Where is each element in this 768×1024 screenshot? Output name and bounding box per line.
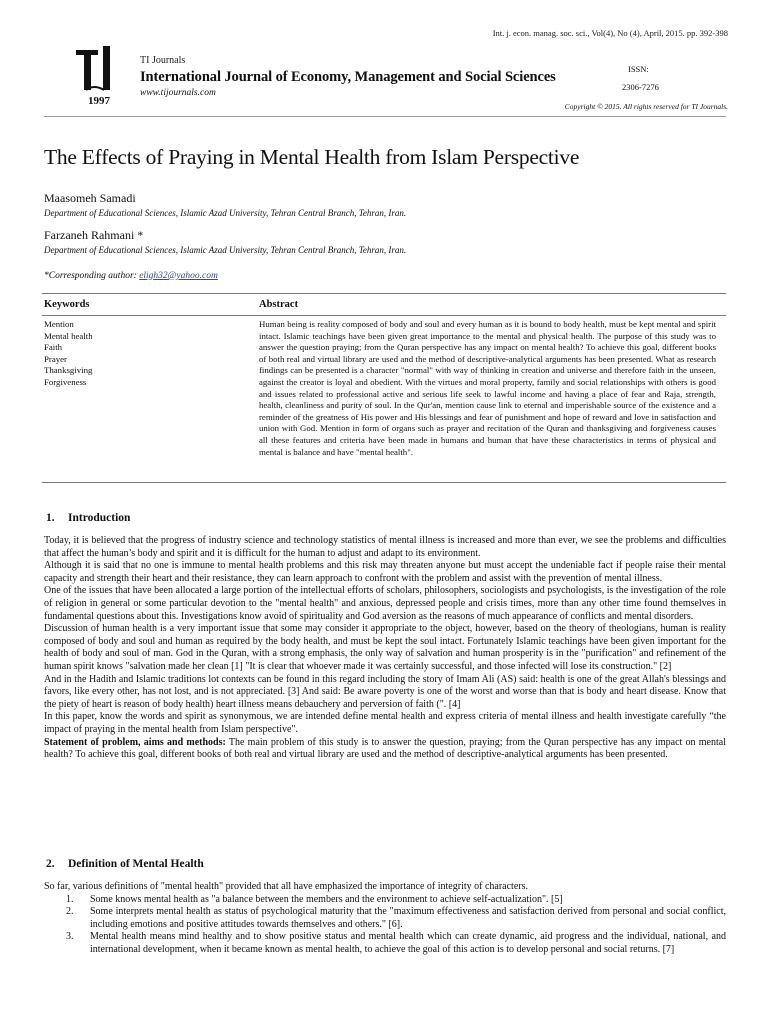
keywords-heading: Keywords [44,299,90,310]
keyword-item: Forgiveness [44,376,87,387]
keyword-item: Thanksgiving [44,365,93,376]
keyword-item: Mention [44,319,74,329]
publisher-name: TI Journals [140,55,186,66]
journal-website: www.tijournals.com [140,88,216,98]
section-number: 1. [46,512,55,524]
corresponding-email-link[interactable]: eligh32@yahoo.com [139,271,218,281]
author-name: Maasomeh Samadi [44,191,136,205]
keyword-item: Prayer [44,353,67,364]
abstract-text: Human being is reality composed of body and soul and every human as it is bound to body health, must be kept mental and spirit intact. Islamic teachings have been given great importance to the mental and physical health. The purpose of this study was to answer the question praying; from the Quran perspective has any impact on mental health? To achieve this goal, different books of both real and virtual library are used and the method of descriptive-analytical arguments has been presented. What as research findings can be presented is a character "normal" with way of thinking in creation and universe and therefore faith in the unseen, against the creator is loyal and obedient. With the virtues and moral property, family and social relationships with others is good and issues related to professional active and serious life seek to lawful income and having a place of fear and Raja, strength, health, cleanliness and purity of soul. In the Qur'an, mention cause link to eternal and imperishable source of the existence and a reminder of the greatness of His power and His blessings and fear of punishment and hope of reward and love in satisfaction and union with God. Mention in form of organs such as prayer and recitation of the Quran and thanksgiving and forgiveness causes all these features and criteria have been made in humans and human that have these characteristics in terms of physical and mental is balance and have "mental health". [259,319,716,457]
body-paragraph: Although it is said that no one is immune to mental health problems and this risk may threaten anyone but must accept the undeniable fact if people raise their mental capacity and strength their heart and their resistance, they can learn approach to confront with the problem and assist with the prevention of mental illness. [44,560,726,584]
keyword-item: Mental health [44,330,93,341]
body-paragraph: And in the Hadith and Islamic traditions lot contexts can be found in this regard including the story of Imam Ali (AS) said: health is one of the great Allah's blessings and favors, like every other, has not lost, and is not appreciated. [3] And said: Be aware poverty is one of the worst and worse than that is body and heart disease. Know that the piety of heart is reason of body health) heart illness means debauchery and perversion of faith (". [4] [44,673,726,710]
section-number: 2. [46,858,55,870]
journal-logo [74,44,134,106]
item-number: 1. [66,893,74,905]
definition-item [44,931,726,956]
corresponding-label: *Corresponding author: [44,271,140,281]
keywords-list [44,319,93,389]
paper-title: The Effects of Praying in Mental Health from Islam Perspective [44,145,580,169]
keyword-item: Faith [44,342,63,353]
author-name: Farzaneh Rahmani * [44,228,144,242]
journal-masthead [140,55,556,98]
logo-year: 1997 [88,95,110,106]
table-header-rule [42,315,726,316]
body-paragraph: One of the issues that have been allocated a large portion of the intellectual efforts of scholars, philosophers, sociologists and psychologists, is the investigation of the role of religion in general or some particular devotion to the "mental health" and anxious, depressed people and crisis times, more than any other time found themselves in fundamental questions about this. Investigations know avoid of spirituality and God aversion as the reasons of much appearance of conflicts and mental disorders. [44,585,726,622]
item-text: Mental health means mind healthy and to show positive status and mental health which can create dynamic, aid progress and the individual, national, and international development, when it became known as mental health, to achieve the goal of this action is to develop personal and social returns. [7] [90,931,726,955]
corresponding-author [44,271,218,281]
introduction-body [44,535,726,762]
author-affiliation: Department of Educational Sciences, Islamic Azad University, Tehran Central Branch, Tehran, Iran. [44,208,407,218]
section-heading-definition [46,858,204,870]
author-affiliation: Department of Educational Sciences, Islamic Azad University, Tehran Central Branch, Tehran, Iran. [44,245,407,255]
issn-label: ISSN: [628,64,649,74]
statement-label: Statement of problem, aims and methods: [44,736,226,748]
header-divider [44,116,726,117]
definition-item [44,894,726,907]
table-top-rule [42,293,726,294]
issn-value: 2306-7276 [622,82,659,92]
body-paragraph: In this paper, know the words and spirit as synonymous, we are intended define mental health and express criteria of mental illness and health investigate carefully “the impact of praying in the mental health from Islam perspective". [44,711,726,735]
keywords-abstract-table [42,293,726,483]
section-title: Introduction [68,512,131,524]
abstract-heading: Abstract [259,299,299,310]
section-heading-introduction [46,512,130,524]
body-paragraph: Discussion of human health is a very important issue that some may consider it appropriate to the object, however, based on the theory of theologians, human is reality composed of body and soul and human as required by the body health, and must be kept the soul intact. Fortunately Islamic teachings have been given important for the health of body and soul of man. God in the Quran, with a strong emphasis, the only way of salvation and human prosperity is in the "purification" and refinement of the human spirit knows "salvation made her clean [1] "It is clear that whoever made it was certainly successful, and those infected will lose its construction." [2] [44,623,726,672]
definitions-list [44,894,726,957]
statement-text: The main problem of this study is to answer the question, praying; from the Quran perspective has any impact on mental health? To achieve this goal, different books of both real and virtual library are used and the method of descriptive-analytical arguments has been presented. [44,736,726,761]
definition-item [44,906,726,931]
copyright-notice: Copyright © 2015. All rights reserved for TI Journals. [564,102,728,111]
journal-citation: Int. j. econ. manag. soc. sci., Vol(4), No (4), April, 2015. pp. 392-398 [492,28,728,38]
journal-title: International Journal of Economy, Management and Social Sciences [140,69,556,85]
section-title: Definition of Mental Health [68,858,204,870]
body-paragraph: So far, various definitions of "mental health" provided that all have emphasized the importance of integrity of characters. [44,881,528,892]
definition-body [44,881,726,957]
item-number: 3. [66,931,74,943]
item-text: Some knows mental health as "a balance between the members and the environment to achieve self-actualization". [5] [90,893,563,905]
item-text: Some interprets mental health as status of psychological maturity that the "maximum effectiveness and satisfaction derived from personal and social conflict, including emotions and positive attitudes towards themselves and others." [6]. [90,906,726,930]
item-number: 2. [66,906,74,918]
table-bottom-rule [42,482,726,483]
statement-paragraph [44,737,726,762]
body-paragraph: Today, it is believed that the progress of industry science and technology statistics of mental illness is increased and more than ever, we see the problems and difficulties that affect the human’s body and spirit and it is difficult for the human to adjust and adapt to its environment. [44,535,726,559]
